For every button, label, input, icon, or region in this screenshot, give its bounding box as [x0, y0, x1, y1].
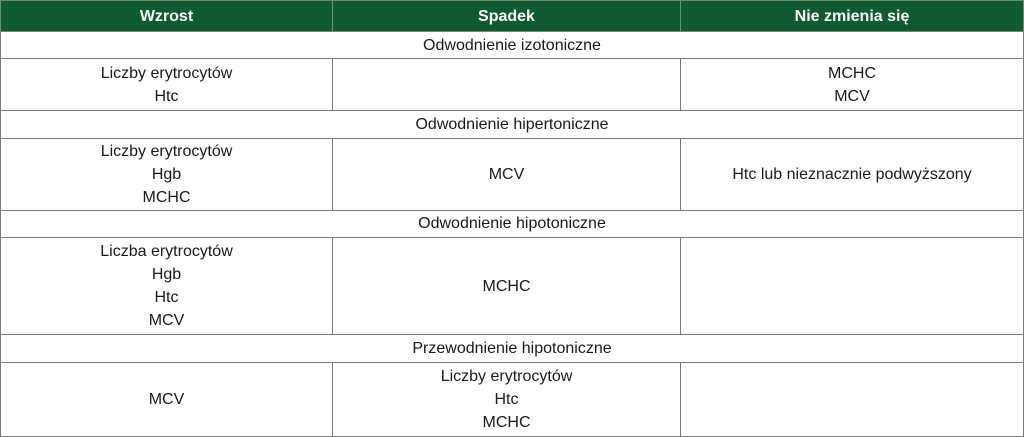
header-decrease: Spadek	[333, 1, 681, 32]
cell-value: MCHC	[482, 413, 531, 431]
header-increase: Wzrost	[1, 1, 333, 32]
section-row	[1, 111, 1024, 138]
cell-value: Hgb	[151, 165, 182, 183]
cell-value: MCHC	[142, 188, 191, 206]
cell-unchanged	[681, 138, 1024, 210]
section-title: Odwodnienie hipertoniczne	[1, 111, 1024, 138]
cell-unchanged	[681, 237, 1024, 334]
section-title: Odwodnienie izotoniczne	[1, 32, 1024, 59]
cell-increase	[1, 237, 333, 334]
cell-unchanged	[681, 59, 1024, 111]
cell-value: Liczby erytrocytów	[100, 142, 233, 160]
cell-value: Htc	[494, 390, 519, 408]
cell-value: Liczba erytrocytów	[100, 243, 233, 261]
section-row	[1, 210, 1024, 237]
cell-value: MCV	[148, 390, 185, 408]
cell-increase	[1, 138, 333, 210]
cell-decrease	[333, 59, 681, 111]
cell-unchanged	[681, 362, 1024, 436]
section-row	[1, 335, 1024, 362]
table-row	[1, 237, 1024, 334]
cell-decrease	[333, 237, 681, 334]
section-title: Odwodnienie hipotoniczne	[1, 210, 1024, 237]
cell-value: MCHC	[482, 277, 531, 295]
table-row	[1, 138, 1024, 210]
cell-value: Htc lub nieznacznie podwyższony	[732, 165, 972, 183]
cell-value: MCV	[488, 165, 525, 183]
header-row	[1, 1, 1024, 32]
cell-value: MCV	[148, 312, 185, 330]
cell-value: Htc	[154, 87, 179, 105]
cell-increase	[1, 59, 333, 111]
table-row	[1, 59, 1024, 111]
header-unchanged: Nie zmienia się	[681, 1, 1024, 32]
cell-value: MCHC	[828, 64, 876, 82]
table-row	[1, 362, 1024, 436]
cell-decrease	[333, 362, 681, 436]
cell-value: Htc	[154, 289, 179, 307]
cell-value: MCV	[834, 87, 870, 105]
cell-decrease	[333, 138, 681, 210]
section-row	[1, 32, 1024, 59]
section-title: Przewodnienie hipotoniczne	[1, 335, 1024, 362]
cell-value: Liczby erytrocytów	[100, 64, 233, 82]
cell-increase	[1, 362, 333, 436]
cell-value: Hgb	[151, 266, 182, 284]
cell-value: Liczby erytrocytów	[440, 367, 573, 385]
